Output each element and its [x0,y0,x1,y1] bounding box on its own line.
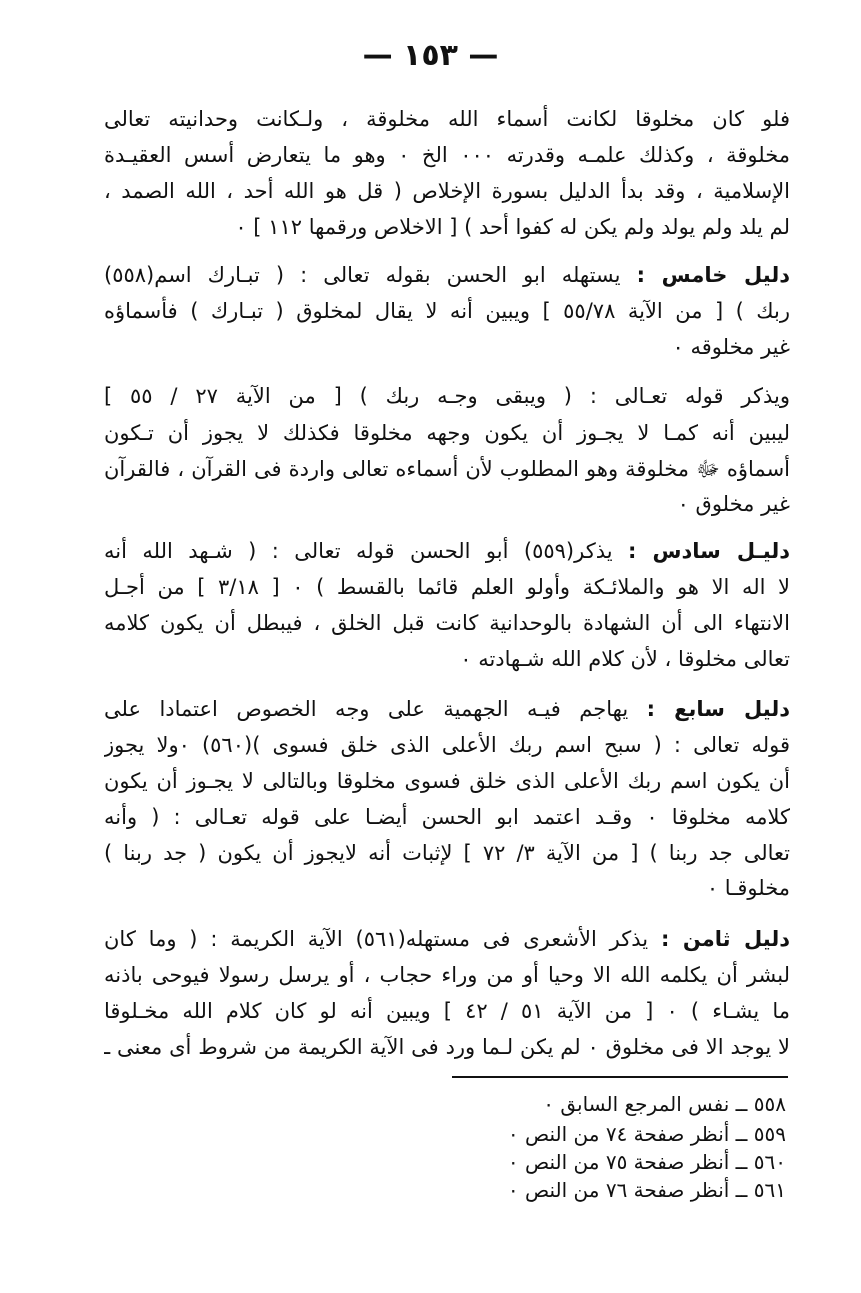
body-line: غير مخلوق ٠ [677,492,790,516]
body-line: لبشر أن يكلمه الله الا وحيا أو من وراء حجاب ، أو يرسل رسولا فيوحى باذنه [104,963,790,987]
evidence-heading: دليل خامس : [636,263,790,287]
body-line: مخلوقـا ٠ [706,876,790,900]
body-line: كلامه مخلوقا ٠ وقـد اعتمد ابو الحسن أيضـا على قوله تعـالى : ( وأنه [104,805,790,829]
evidence-heading: دليـل سادس : [628,539,790,563]
body-line: تعالى جد ربنا ) [ من الآية ٣/ ٧٢ ] لإثبات أنه لايجوز أن يكون ( جد ربنا ) [104,841,790,865]
body-line: ليبين أنه كمـا لا يجـوز أن يكون وجهه مخلوقا فكذلك لا يجوز أن تـكون [104,421,790,445]
footnote-divider [452,1076,788,1078]
body-line: دليل ثامن : يذكر الأشعرى فى مستهله(٥٦١) الآية الكريمة : ( وما كان [104,927,790,951]
evidence-heading: دليل سابع : [646,697,790,721]
footnote: ٥٦١ ــ أنظر صفحة ٧٦ من النص ٠ [507,1178,786,1202]
body-line: مخلوقة ، وكذلك علمـه وقدرته ٠٠٠ الخ ٠ وهو ما يتعارض أسس العقيـدة [104,143,790,167]
body-line: ويذكر قوله تعـالى : ( ويبقى وجـه ربك ) [ من الآية ٢٧ / ٥٥ ] [104,384,790,408]
body-line: أسماؤه ﷻ مخلوقة وهو المطلوب لأن أسماءه تعالى واردة فى القرآن ، فالقرآن [104,457,790,481]
body-line: قوله تعالى : ( سبح اسم ربك الأعلى الذى خلق فسوى )(٥٦٠) ٠ولا يجوز [104,733,790,757]
body-line: تعالى مخلوقا ، لأن كلام الله شـهادته ٠ [460,647,790,671]
footnote: ٥٥٨ ــ نفس المرجع السابق ٠ [543,1092,786,1116]
body-line: الإسلامية ، وقد بدأ الدليل بسورة الإخلاص ( قل هو الله أحد ، الله الصمد ، [104,179,790,203]
body-line: ما يشـاء ) ٠ [ من الآية ٥١ / ٤٢ ] ويبين أنه لو كان كلام الله مخـلوقا [104,999,790,1023]
body-line: لا يوجد الا فى مخلوق ٠ لم يكن لـما ورد فى الآية الكريمة من شروط أى معنى ـ [104,1035,790,1059]
body-line: لا اله الا هو والملائـكة وأولو العلم قائما بالقسط ) ٠ [ ٣/١٨ ] من أجـل [104,575,790,599]
body-line: لم يلد ولم يولد ولم يكن له كفوا أحد ) [ الاخلاص ورقمها ١١٢ ] ٠ [235,215,790,239]
body-line: غير مخلوقه ٠ [672,335,790,359]
body-line: دليل خامس : يستهله ابو الحسن بقوله تعالى : ( تبـارك اسم(٥٥٨) [104,263,790,287]
body-line: ربك ) [ من الآية ٥٥/٧٨ ] ويبين أنه لا يقال لمخلوق ( تبـارك ) فأسماؤه [104,299,790,323]
body-line: أن يكون اسم ربك الأعلى الذى خلق فسوى مخلوقا وبالتالى لا يجـوز أن يكون [104,769,790,793]
body-line: فلو كان مخلوقا لكانت أسماء الله مخلوقة ، ولـكانت وحدانيته تعالى [104,107,790,131]
page-number: — ١٥٣ — [362,38,499,73]
footnote: ٥٥٩ ــ أنظر صفحة ٧٤ من النص ٠ [507,1122,786,1146]
evidence-heading: دليل ثامن : [660,927,790,951]
body-line: الانتهاء الى أن الشهادة بالوحدانية كانت قبل الخلق ، فيبطل أن يكون كلامه [104,611,790,635]
body-line: دليل سابع : يهاجم فيـه الجهمية على وجه الخصوص اعتمادا على [104,697,790,721]
body-line: دليـل سادس : يذكر(٥٥٩) أبو الحسن قوله تعالى : ( شـهد الله أنه [104,539,790,563]
footnote: ٥٦٠ ــ أنظر صفحة ٧٥ من النص ٠ [507,1150,786,1174]
